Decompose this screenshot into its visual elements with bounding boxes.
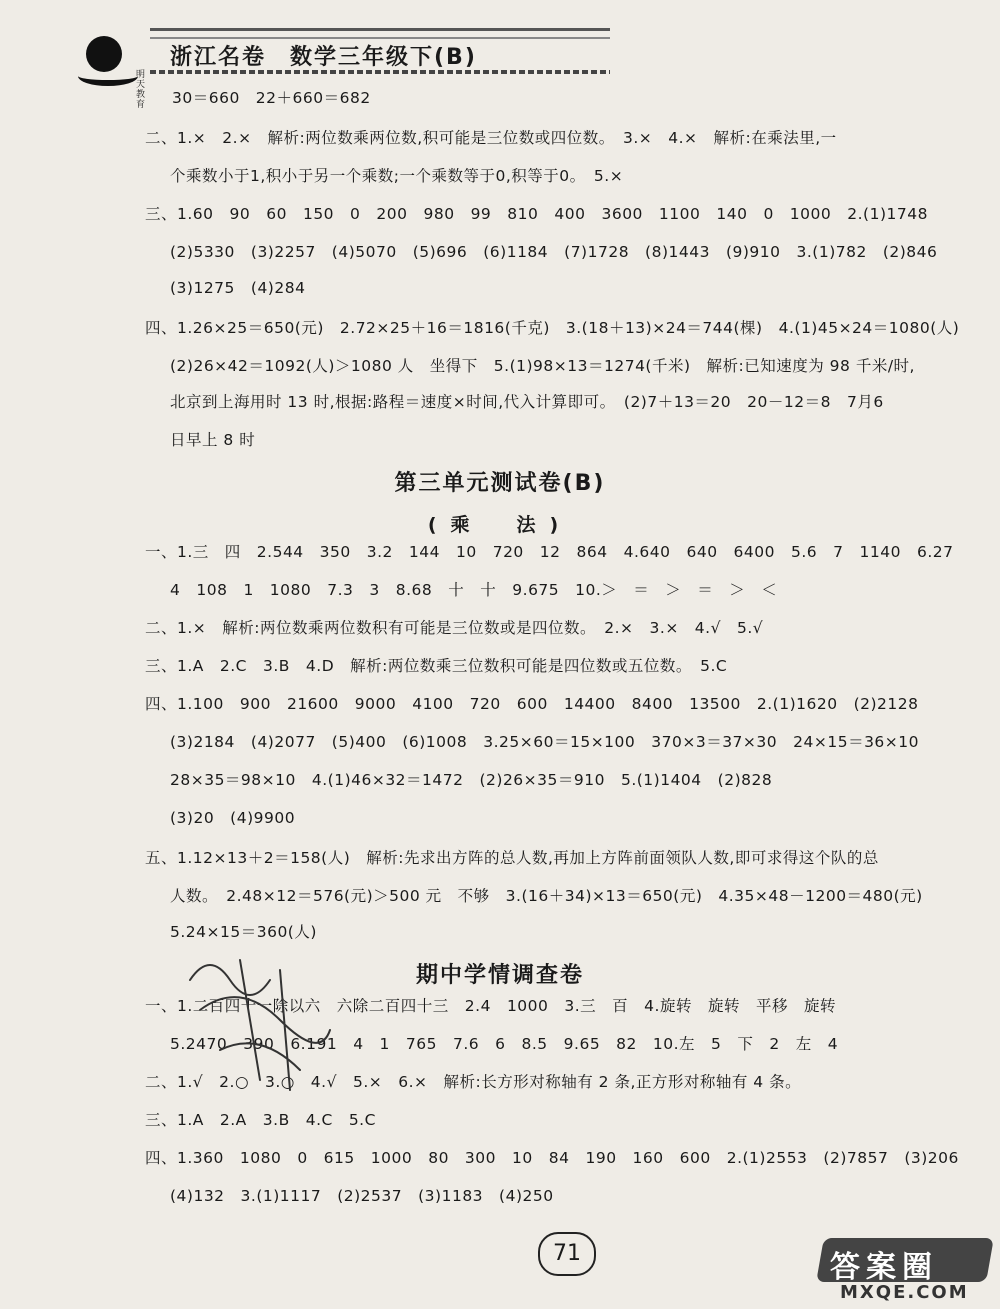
answer-line: 二、1.× 2.× 解析:两位数乘两位数,积可能是三位数或四位数。 3.× 4.× 解析:在乘法里,一 [145,129,837,147]
header-rule [150,28,610,39]
answer-line: 4 108 1 1080 7.3 3 8.68 十 十 9.675 10.＞ ＝ ＞ ＝ ＞ ＜ [170,581,778,599]
answer-line: 30＝660 22＋660＝682 [172,89,371,107]
answer-line: 日早上 8 时 [170,431,256,449]
answer-line: 个乘数小于1,积小于另一个乘数;一个乘数等于0,积等于0。 5.× [170,167,624,185]
answer-line: 三、1.A 2.C 3.B 4.D 解析:两位数乘三位数积可能是四位数或五位数。 5.C [145,657,728,675]
watermark-logo [820,1238,990,1304]
answer-line: (3)1275 (4)284 [170,279,306,297]
answer-line: 一、1.二百四十一除以六 六除二百四十三 2.4 1000 3.三 百 4.旋转 旋转 平移 旋转 [145,997,836,1015]
answer-line: 28×35＝98×10 4.(1)46×32＝1472 (2)26×35＝910 5.(1)1404 (2)828 [170,771,773,789]
answer-line: (3)2184 (4)2077 (5)400 (6)1008 3.25×60＝15×100 370×3＝37×30 24×15＝36×10 [170,733,919,751]
answer-line: 三、1.60 90 60 150 0 200 980 99 810 400 3600 1100 140 0 1000 2.(1)1748 [145,205,928,223]
header-underbar [150,70,610,74]
answer-line: 二、1.× 解析:两位数乘两位数积有可能是三位数或是四位数。 2.× 3.× 4.√ 5.√ [145,619,764,637]
answer-line: 一、1.三 四 2.544 350 3.2 144 10 720 12 864 4.640 640 6400 5.6 7 1140 6.27 [145,543,954,561]
answer-line: 北京到上海用时 13 时,根据:路程＝速度×时间,代入计算即可。 (2)7＋13＝20 20－12＝8 7月6 [170,393,884,411]
answer-line: 5.24×15＝360(人) [170,923,317,941]
watermark-url: MXQE.COM [840,1282,969,1303]
answer-line: 三、1.A 2.A 3.B 4.C 5.C [145,1111,376,1129]
page-number: 71 [538,1232,596,1276]
answer-line: 五、1.12×13＋2＝158(人) 解析:先求出方阵的总人数,再加上方阵前面领队人数,即可求得这个队的总 [145,849,879,867]
answer-line: 5.2470 390 6.191 4 1 765 7.6 6 8.5 9.65 82 10.左 5 下 2 左 4 [170,1035,839,1053]
answer-line: (2)26×42＝1092(人)＞1080 人 坐得下 5.(1)98×13＝1274(千米) 解析:已知速度为 98 千米/时, [170,357,915,375]
answer-line: (2)5330 (3)2257 (4)5070 (5)696 (6)1184 (7)1728 (8)1443 (9)910 3.(1)782 (2)846 [170,243,938,261]
answer-line: (4)132 3.(1)1117 (2)2537 (3)1183 (4)250 [170,1187,554,1205]
answer-line: 人数。 2.48×12＝576(元)＞500 元 不够 3.(16＋34)×13＝650(元) 4.35×48－1200＝480(元) [170,887,923,905]
watermark-text: 答案圈 [830,1250,938,1285]
handwritten-scribble-icon [180,940,340,1100]
brand-text: 明天教育 [136,70,146,110]
answer-line: 四、1.360 1080 0 615 1000 80 300 10 84 190 160 600 2.(1)2553 (2)7857 (3)206 [145,1149,959,1167]
header-title: 浙江名卷 数学三年级下(B) [170,45,477,70]
answer-line: 四、1.100 900 21600 9000 4100 720 600 14400 8400 13500 2.(1)1620 (2)2128 [145,695,919,713]
answer-line: 四、1.26×25＝650(元) 2.72×25＋16＝1816(千克) 3.(18＋13)×24＝744(棵) 4.(1)45×24＝1080(人) [145,319,960,337]
section-subtitle-unit3: (乘 法) [427,514,573,536]
answer-line: (3)20 (4)9900 [170,809,296,827]
brand-logo-icon [78,30,148,110]
answer-line: 二、1.√ 2.○ 3.○ 4.√ 5.× 6.× 解析:长方形对称轴有 2 条,正方形对称轴有 4 条。 [145,1073,802,1091]
section-title-midterm: 期中学情调查卷 [415,963,584,988]
section-title-unit3: 第三单元测试卷(B) [394,471,606,496]
